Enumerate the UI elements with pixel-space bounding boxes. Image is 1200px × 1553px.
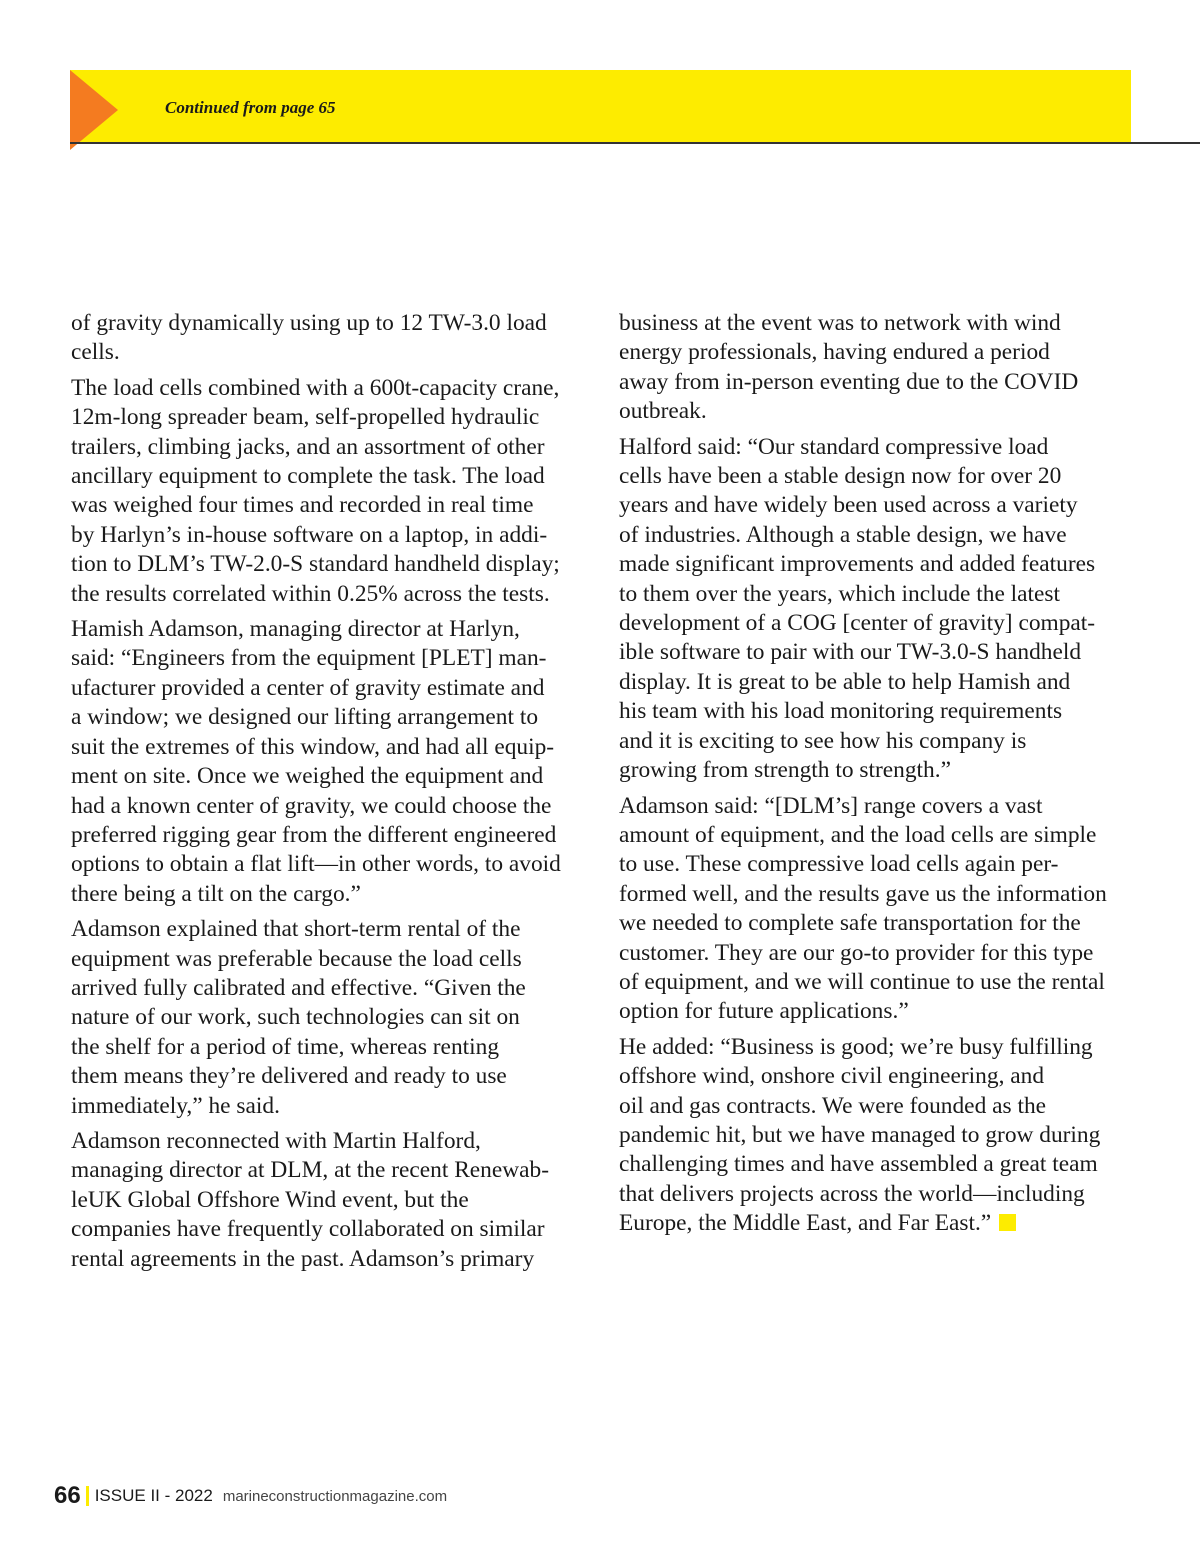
article-paragraph: Halford said: “Our standard compressive load cells have been a stable design now for over 20 years and have widely been used across a variety of industries. Although a stable design, we have made significant improvements and added features to them over the years, which include the latest development of a COG [center of gravity] compat- ible software to pair with our TW-3.0-S handheld display. It is great to be able to help Hamish and his team with his load monitoring requirements and it is exciting to see how his company is growing from strength to strength.” xyxy=(619,433,1096,784)
article-final-paragraph xyxy=(619,1033,1139,1239)
article-paragraph: Hamish Adamson, managing director at Harlyn, said: “Engineers from the equipment [PLET] man- ufacturer provided a center of gravity estimate and a window; we designed our lifting arrangement to suit the extremes of this window, and had all equip- ment on site. Once we weighed the equipment and had a known center of gravity, we could choose the preferred rigging gear from the different engineered options to obtain a flat lift—in other words, to avoid there being a tilt on the cargo.” xyxy=(71,616,561,907)
website-link[interactable]: marineconstructionmagazine.com xyxy=(222,1487,448,1505)
page-footer xyxy=(54,1482,447,1514)
continued-from-label: Continued from page 65 xyxy=(165,98,336,117)
orange-arrow-icon xyxy=(70,70,120,150)
header-rule xyxy=(70,142,1200,144)
article-paragraph: business at the event was to network with wind energy professionals, having endured a period away from in-person eventing due to the COVID outbreak. xyxy=(619,310,1079,425)
article-column-right xyxy=(619,309,1139,1245)
page-number: 66 xyxy=(54,1482,81,1509)
article-paragraph: Adamson reconnected with Martin Halford, managing director at DLM, at the recent Renewab- leUK Global Offshore Wind event, but the companies have frequently collaborated on similar rental agreements in the past. Adamson’s primary xyxy=(71,1127,550,1272)
article-paragraph: of gravity dynamically using up to 12 TW-3.0 load cells. xyxy=(71,310,547,366)
end-of-article-square-icon xyxy=(999,1214,1016,1231)
article-paragraph: Adamson explained that short-term rental of the equipment was preferable because the load cells arrived fully calibrated and effective. “Given the nature of our work, such technologies can sit on the shelf for a period of time, whereas renting them means they’re delivered and ready to use immediately,” he said. xyxy=(71,916,526,1119)
article-column-left xyxy=(71,309,591,1280)
article-paragraph: The load cells combined with a 600t-capacity crane, 12m-long spreader beam, self-propelled hydraulic trailers, climbing jacks, and an assortment of other ancillary equipment to complete the task. The load was weighed four times and recorded in real time by Harlyn’s in-house software on a laptop, in addi- tion to DLM’s TW-2.0-S standard handheld display; the results correlated within 0.25% across the tests. xyxy=(71,374,560,607)
footer-separator xyxy=(86,1486,89,1506)
final-paragraph-text: He added: “Business is good; we’re busy fulfilling offshore wind, onshore civil engineering, and oil and gas contracts. We were founded as the pandemic hit, but we have managed to grow during challenging times and have assembled a great team that delivers projects across the world—including Europe, the Middle East, and Far East.” xyxy=(619,1033,1101,1237)
issue-label: ISSUE II - 2022 xyxy=(94,1486,213,1505)
article-paragraph: Adamson said: “[DLM’s] range covers a vast amount of equipment, and the load cells are simple to use. These compressive load cells again per- formed well, and the results gave us the information we needed to complete safe transportation for the customer. They are our go-to provider for this type of equipment, and we will continue to use the rental option for future applications.” xyxy=(619,792,1107,1025)
